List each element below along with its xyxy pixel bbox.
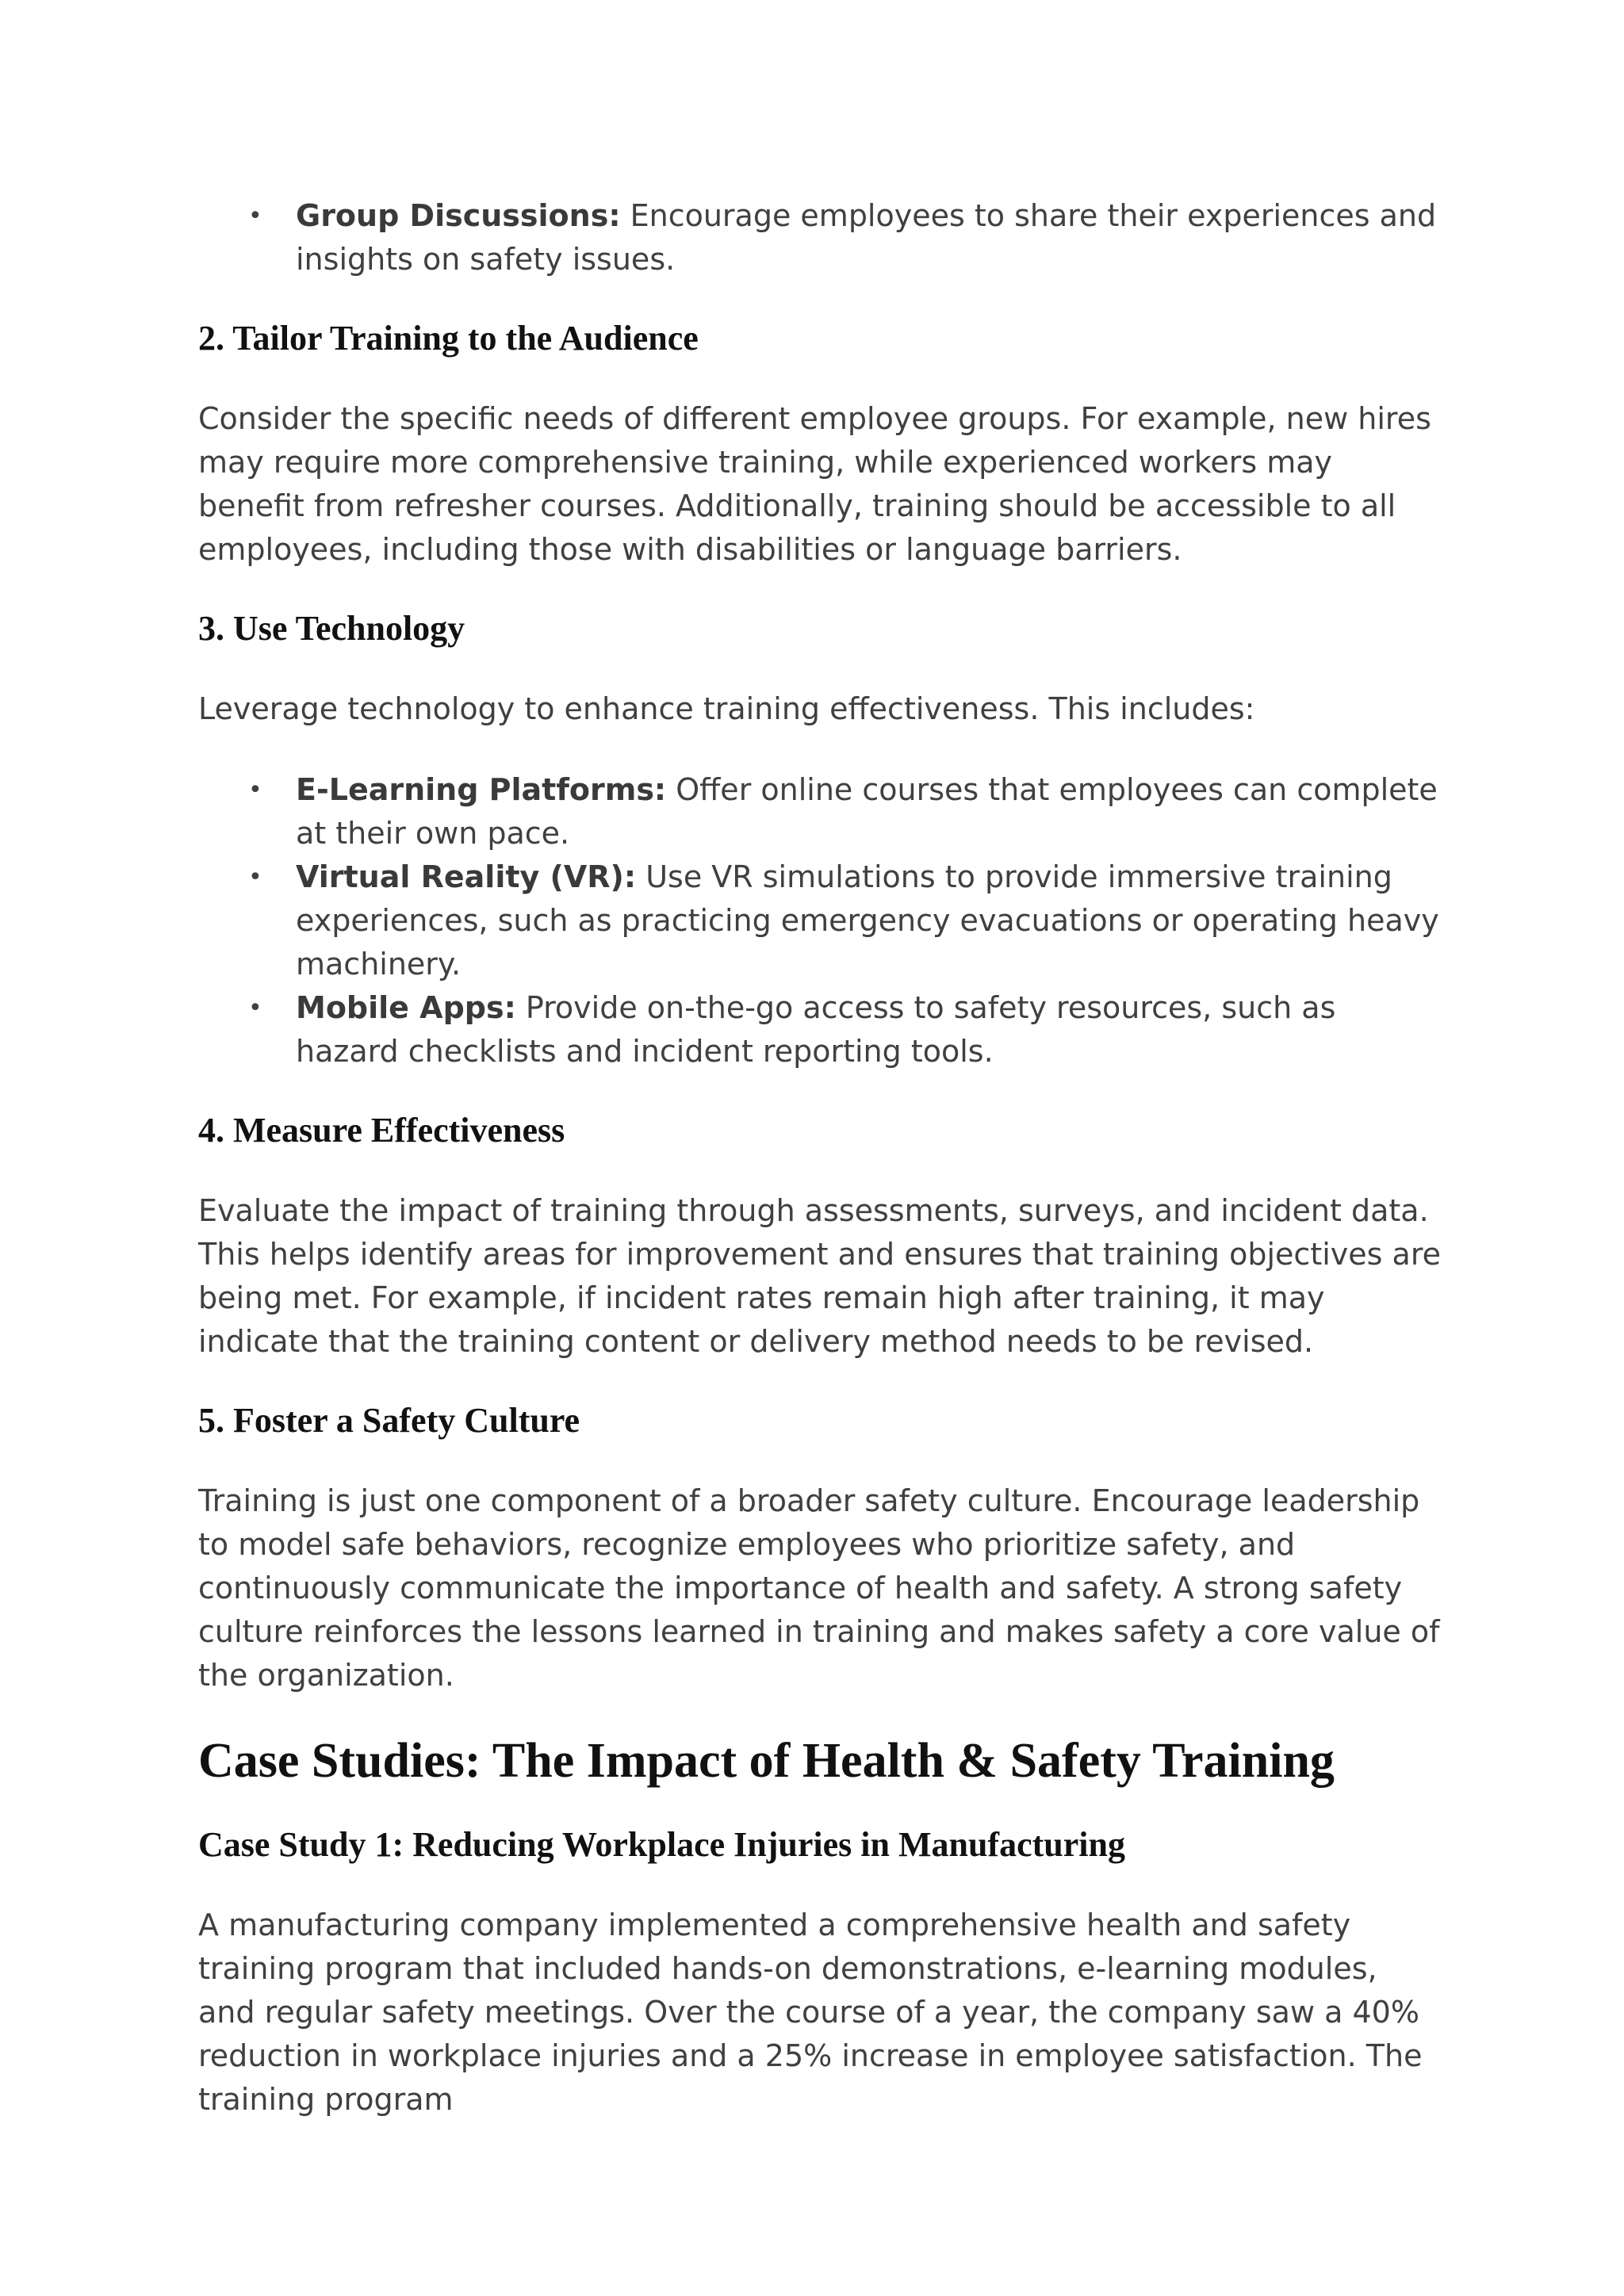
section-paragraph: Evaluate the impact of training through assessments, surveys, and incident data. This helps identify areas for improvement and ensures that training objectives are being met. For example, if incident rates remain high after training, it may indicate that the training content or delivery method needs to be revised. [198, 1193, 1441, 1359]
bullet-text: Provide on-the-go access to safety resources, such as hazard checklists and incident reporting tools. [296, 990, 1336, 1069]
bullet-text: Offer online courses that employees can complete at their own pace. [296, 772, 1438, 851]
bullet-text: Use VR simulations to provide immersive training experiences, such as practicing emergency evacuations or operating heavy machinery. [296, 859, 1439, 982]
list-item [248, 194, 1443, 281]
bullet-term: Mobile Apps: [296, 990, 516, 1025]
section-heading-tailor-training: 2. Tailor Training to the Audience [198, 319, 699, 358]
section-heading-use-technology: 3. Use Technology [198, 609, 465, 648]
list-item [248, 768, 1443, 855]
case-study-1-heading: Case Study 1: Reducing Workplace Injuries in Manufacturing [198, 1825, 1125, 1864]
bullet-term: Group Discussions: [296, 198, 621, 233]
bullet-icon: • [248, 863, 262, 891]
list-item [248, 855, 1443, 986]
case-study-1-paragraph: A manufacturing company implemented a comprehensive health and safety training program that included hands-on demonstrations, e-learning modules, and regular safety meetings. Over the course of a year, the company saw a 40% reduction in workplace injuries and a 25% increase in employee satisfaction. The training program [198, 1908, 1423, 2117]
bullet-term: E-Learning Platforms: [296, 772, 667, 807]
case-studies-heading: Case Studies: The Impact of Health & Safety Training [198, 1734, 1335, 1788]
section-heading-measure-effectiveness: 4. Measure Effectiveness [198, 1111, 565, 1150]
bullet-icon: • [248, 776, 262, 804]
section-paragraph: Training is just one component of a broader safety culture. Encourage leadership to model safe behaviors, recognize employees who prioritize safety, and continuously communicate the importance of health and safety. A strong safety culture reinforces the lessons learned in training and makes safety a core value of the organization. [198, 1483, 1440, 1693]
section-paragraph: Leverage technology to enhance training effectiveness. This includes: [198, 691, 1255, 726]
intro-bullet-list [198, 194, 1443, 281]
bullet-icon: • [248, 202, 262, 230]
bullet-text: Encourage employees to share their experiences and insights on safety issues. [296, 198, 1437, 277]
section-heading-safety-culture: 5. Foster a Safety Culture [198, 1401, 580, 1440]
bullet-term: Virtual Reality (VR): [296, 859, 637, 894]
list-item [248, 986, 1443, 1073]
section-paragraph: Consider the specific needs of different employee groups. For example, new hires may require more comprehensive training, while experienced workers may benefit from refresher courses. Additionally, training should be accessible to all employees, including those with disabilities or language barriers. [198, 401, 1431, 567]
document-content [198, 194, 1443, 2122]
bullet-icon: • [248, 994, 262, 1022]
technology-bullet-list [198, 768, 1443, 1073]
